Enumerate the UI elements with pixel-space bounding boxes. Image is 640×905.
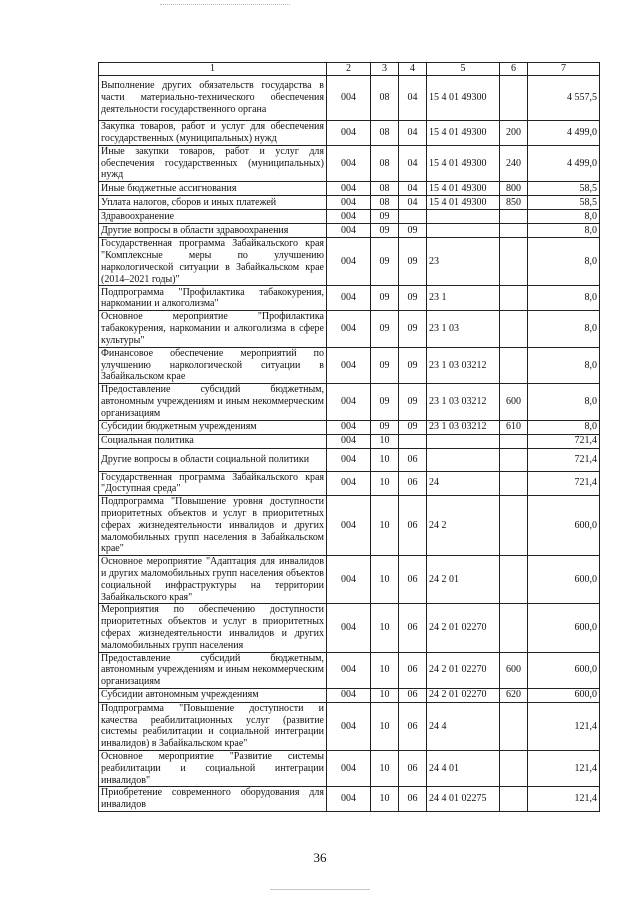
- row-amount: 8,0: [528, 311, 600, 347]
- row-expense-type: 240: [500, 145, 528, 181]
- header-col-1: 1: [99, 63, 327, 76]
- row-expense-type: [500, 224, 528, 238]
- row-amount: 721,4: [528, 448, 600, 471]
- table-row: [99, 238, 600, 286]
- row-name: Основное мероприятие "Развитие системы реабилитации и социальной интеграции инвалидов": [99, 751, 327, 787]
- header-col-7: 7: [528, 63, 600, 76]
- row-expense-type: [500, 556, 528, 604]
- row-min-code: 004: [327, 182, 371, 196]
- row-target-article: 24 2 01: [427, 556, 500, 604]
- row-expense-type: 600: [500, 652, 528, 688]
- row-subsection: 06: [399, 702, 427, 750]
- row-amount: 58,5: [528, 182, 600, 196]
- row-name: Другие вопросы в области здравоохранения: [99, 224, 327, 238]
- row-name: Финансовое обеспечение мероприятий по улучшению наркологической ситуации в Забайкальском крае: [99, 347, 327, 383]
- row-min-code: 004: [327, 145, 371, 181]
- row-section: 10: [371, 556, 399, 604]
- row-subsection: 06: [399, 448, 427, 471]
- row-target-article: 15 4 01 49300: [427, 196, 500, 210]
- bottom-rule: [270, 889, 370, 890]
- row-target-article: [427, 434, 500, 448]
- row-expense-type: [500, 751, 528, 787]
- row-target-article: 15 4 01 49300: [427, 120, 500, 145]
- row-name: Государственная программа Забайкальского края "Комплексные меры по улучшению наркологической ситуации в Забайкальском крае (2014–2021 годы)": [99, 238, 327, 286]
- row-min-code: 004: [327, 420, 371, 434]
- row-name: Субсидии бюджетным учреждениям: [99, 420, 327, 434]
- row-subsection: 04: [399, 120, 427, 145]
- row-min-code: 004: [327, 238, 371, 286]
- table-row: [99, 384, 600, 420]
- row-min-code: 004: [327, 196, 371, 210]
- row-amount: 8,0: [528, 347, 600, 383]
- row-subsection: 04: [399, 145, 427, 181]
- row-target-article: 24 4 01: [427, 751, 500, 787]
- table-row: [99, 434, 600, 448]
- table-row: [99, 120, 600, 145]
- row-expense-type: 200: [500, 120, 528, 145]
- row-target-article: 24 2 01 02270: [427, 604, 500, 652]
- row-min-code: 004: [327, 120, 371, 145]
- row-name: Предоставление субсидий бюджетным, автономным учреждениям и иным некоммерческим организациям: [99, 652, 327, 688]
- row-expense-type: [500, 604, 528, 652]
- row-min-code: 004: [327, 75, 371, 120]
- row-expense-type: 800: [500, 182, 528, 196]
- row-subsection: 06: [399, 787, 427, 812]
- row-min-code: 004: [327, 688, 371, 702]
- header-col-2: 2: [327, 63, 371, 76]
- row-expense-type: [500, 286, 528, 311]
- table-row: [99, 652, 600, 688]
- row-name: Субсидии автономным учреждениям: [99, 688, 327, 702]
- row-section: 10: [371, 702, 399, 750]
- row-amount: 4 557,5: [528, 75, 600, 120]
- row-section: 10: [371, 496, 399, 556]
- row-expense-type: [500, 347, 528, 383]
- row-min-code: 004: [327, 787, 371, 812]
- header-col-3: 3: [371, 63, 399, 76]
- row-section: 10: [371, 604, 399, 652]
- row-name: Уплата налогов, сборов и иных платежей: [99, 196, 327, 210]
- row-section: 08: [371, 145, 399, 181]
- row-min-code: 004: [327, 311, 371, 347]
- row-target-article: 15 4 01 49300: [427, 145, 500, 181]
- row-amount: 600,0: [528, 556, 600, 604]
- row-subsection: 09: [399, 286, 427, 311]
- row-subsection: 06: [399, 751, 427, 787]
- row-amount: 721,4: [528, 434, 600, 448]
- row-section: 10: [371, 471, 399, 496]
- row-section: 10: [371, 787, 399, 812]
- row-min-code: 004: [327, 751, 371, 787]
- row-target-article: [427, 210, 500, 224]
- table-row: [99, 702, 600, 750]
- table-row: [99, 210, 600, 224]
- row-section: 10: [371, 448, 399, 471]
- row-target-article: 24 4: [427, 702, 500, 750]
- row-subsection: 06: [399, 471, 427, 496]
- row-section: 08: [371, 182, 399, 196]
- row-expense-type: [500, 434, 528, 448]
- row-amount: 4 499,0: [528, 145, 600, 181]
- row-subsection: 04: [399, 75, 427, 120]
- row-name: Иные бюджетные ассигнования: [99, 182, 327, 196]
- row-expense-type: [500, 496, 528, 556]
- table-row: [99, 688, 600, 702]
- table-row: [99, 182, 600, 196]
- header-row: [99, 63, 600, 76]
- table-row: [99, 145, 600, 181]
- row-expense-type: [500, 75, 528, 120]
- row-min-code: 004: [327, 604, 371, 652]
- table-row: [99, 347, 600, 383]
- row-subsection: 09: [399, 347, 427, 383]
- row-name: Предоставление субсидий бюджетным, автономным учреждениям и иным некоммерческим организациям: [99, 384, 327, 420]
- row-amount: 8,0: [528, 420, 600, 434]
- row-section: 10: [371, 434, 399, 448]
- row-min-code: 004: [327, 347, 371, 383]
- row-subsection: 09: [399, 420, 427, 434]
- row-min-code: 004: [327, 384, 371, 420]
- row-target-article: 24 4 01 02275: [427, 787, 500, 812]
- row-min-code: 004: [327, 224, 371, 238]
- row-section: 08: [371, 120, 399, 145]
- row-amount: 4 499,0: [528, 120, 600, 145]
- table-row: [99, 604, 600, 652]
- table-row: [99, 75, 600, 120]
- row-expense-type: [500, 311, 528, 347]
- row-subsection: 04: [399, 182, 427, 196]
- header-col-4: 4: [399, 63, 427, 76]
- row-amount: 8,0: [528, 238, 600, 286]
- row-name: Подпрограмма "Повышение доступности и качества реабилитационных услуг (развитие системы реабилитации и социальной интеграции инвалидов) в Забайкальском крае": [99, 702, 327, 750]
- row-expense-type: [500, 448, 528, 471]
- row-amount: 600,0: [528, 496, 600, 556]
- row-target-article: 24: [427, 471, 500, 496]
- row-target-article: 23 1 03 03212: [427, 420, 500, 434]
- row-name: Основное мероприятие "Адаптация для инвалидов и других маломобильных групп населения объектов социальной инфраструктуры на территории Забайкальского края": [99, 556, 327, 604]
- row-min-code: 004: [327, 286, 371, 311]
- row-target-article: 24 2 01 02270: [427, 688, 500, 702]
- row-section: 09: [371, 311, 399, 347]
- row-section: 09: [371, 420, 399, 434]
- row-name: Государственная программа Забайкальского края "Доступная среда": [99, 471, 327, 496]
- row-name: Социальная политика: [99, 434, 327, 448]
- row-amount: 721,4: [528, 471, 600, 496]
- row-name: Приобретение современного оборудования для инвалидов: [99, 787, 327, 812]
- row-min-code: 004: [327, 448, 371, 471]
- row-subsection: [399, 434, 427, 448]
- row-amount: 121,4: [528, 702, 600, 750]
- table-row: [99, 311, 600, 347]
- row-name: Выполнение других обязательств государства в части материально-технического обеспечения деятельности государственного органа: [99, 75, 327, 120]
- row-target-article: 23 1: [427, 286, 500, 311]
- budget-table: [98, 62, 600, 812]
- row-subsection: 06: [399, 556, 427, 604]
- table-row: [99, 420, 600, 434]
- row-section: 09: [371, 224, 399, 238]
- row-section: 09: [371, 347, 399, 383]
- row-subsection: 09: [399, 224, 427, 238]
- row-target-article: 15 4 01 49300: [427, 75, 500, 120]
- row-min-code: 004: [327, 556, 371, 604]
- row-expense-type: [500, 210, 528, 224]
- table-row: [99, 286, 600, 311]
- header-col-5: 5: [427, 63, 500, 76]
- row-name: Здравоохранение: [99, 210, 327, 224]
- row-expense-type: [500, 471, 528, 496]
- row-name: Подпрограмма "Повышение уровня доступности приоритетных объектов и услуг в приоритетных сферах жизнедеятельности инвалидов и других маломобильных групп населения в Забайкальском крае": [99, 496, 327, 556]
- row-target-article: 23 1 03 03212: [427, 384, 500, 420]
- row-section: 10: [371, 751, 399, 787]
- row-target-article: 23: [427, 238, 500, 286]
- table-row: [99, 751, 600, 787]
- row-min-code: 004: [327, 652, 371, 688]
- row-amount: 121,4: [528, 751, 600, 787]
- row-section: 09: [371, 238, 399, 286]
- row-target-article: [427, 224, 500, 238]
- row-expense-type: 850: [500, 196, 528, 210]
- row-section: 09: [371, 384, 399, 420]
- row-min-code: 004: [327, 702, 371, 750]
- row-section: 10: [371, 688, 399, 702]
- row-expense-type: [500, 238, 528, 286]
- row-expense-type: 600: [500, 384, 528, 420]
- row-section: 10: [371, 652, 399, 688]
- row-name: Закупка товаров, работ и услуг для обеспечения государственных (муниципальных) нужд: [99, 120, 327, 145]
- table-row: [99, 224, 600, 238]
- row-section: 08: [371, 196, 399, 210]
- row-subsection: 09: [399, 238, 427, 286]
- row-target-article: 24 2: [427, 496, 500, 556]
- table-row: [99, 496, 600, 556]
- row-name: Основное мероприятие "Профилактика табакокурения, наркомании и алкоголизма в сфере культуры": [99, 311, 327, 347]
- row-subsection: 06: [399, 604, 427, 652]
- row-min-code: 004: [327, 496, 371, 556]
- row-amount: 8,0: [528, 224, 600, 238]
- row-name: Мероприятия по обеспечению доступности приоритетных объектов и услуг в приоритетных сферах жизнедеятельности инвалидов и других маломобильных групп населения: [99, 604, 327, 652]
- row-subsection: 06: [399, 688, 427, 702]
- row-target-article: 24 2 01 02270: [427, 652, 500, 688]
- row-amount: 600,0: [528, 652, 600, 688]
- row-min-code: 004: [327, 210, 371, 224]
- row-subsection: 06: [399, 652, 427, 688]
- row-section: 09: [371, 286, 399, 311]
- row-section: 08: [371, 75, 399, 120]
- row-expense-type: 620: [500, 688, 528, 702]
- row-expense-type: [500, 787, 528, 812]
- row-name: Другие вопросы в области социальной политики: [99, 448, 327, 471]
- row-amount: 8,0: [528, 384, 600, 420]
- table-row: [99, 471, 600, 496]
- row-amount: 121,4: [528, 787, 600, 812]
- row-subsection: 04: [399, 196, 427, 210]
- table-row: [99, 787, 600, 812]
- row-min-code: 004: [327, 434, 371, 448]
- row-min-code: 004: [327, 471, 371, 496]
- top-rule: [160, 4, 290, 5]
- row-amount: 8,0: [528, 286, 600, 311]
- page-number: 36: [313, 850, 327, 865]
- row-target-article: 23 1 03 03212: [427, 347, 500, 383]
- table-row: [99, 448, 600, 471]
- table-row: [99, 196, 600, 210]
- row-subsection: 09: [399, 384, 427, 420]
- row-target-article: [427, 448, 500, 471]
- row-expense-type: 610: [500, 420, 528, 434]
- row-name: Иные закупки товаров, работ и услуг для обеспечения государственных (муниципальных) нужд: [99, 145, 327, 181]
- row-target-article: 15 4 01 49300: [427, 182, 500, 196]
- row-amount: 58,5: [528, 196, 600, 210]
- row-subsection: 06: [399, 496, 427, 556]
- row-amount: 600,0: [528, 604, 600, 652]
- row-expense-type: [500, 702, 528, 750]
- row-subsection: [399, 210, 427, 224]
- table-row: [99, 556, 600, 604]
- row-subsection: 09: [399, 311, 427, 347]
- row-target-article: 23 1 03: [427, 311, 500, 347]
- row-section: 09: [371, 210, 399, 224]
- row-amount: 600,0: [528, 688, 600, 702]
- row-name: Подпрограмма "Профилактика табакокурения, наркомании и алкоголизма": [99, 286, 327, 311]
- header-col-6: 6: [500, 63, 528, 76]
- row-amount: 8,0: [528, 210, 600, 224]
